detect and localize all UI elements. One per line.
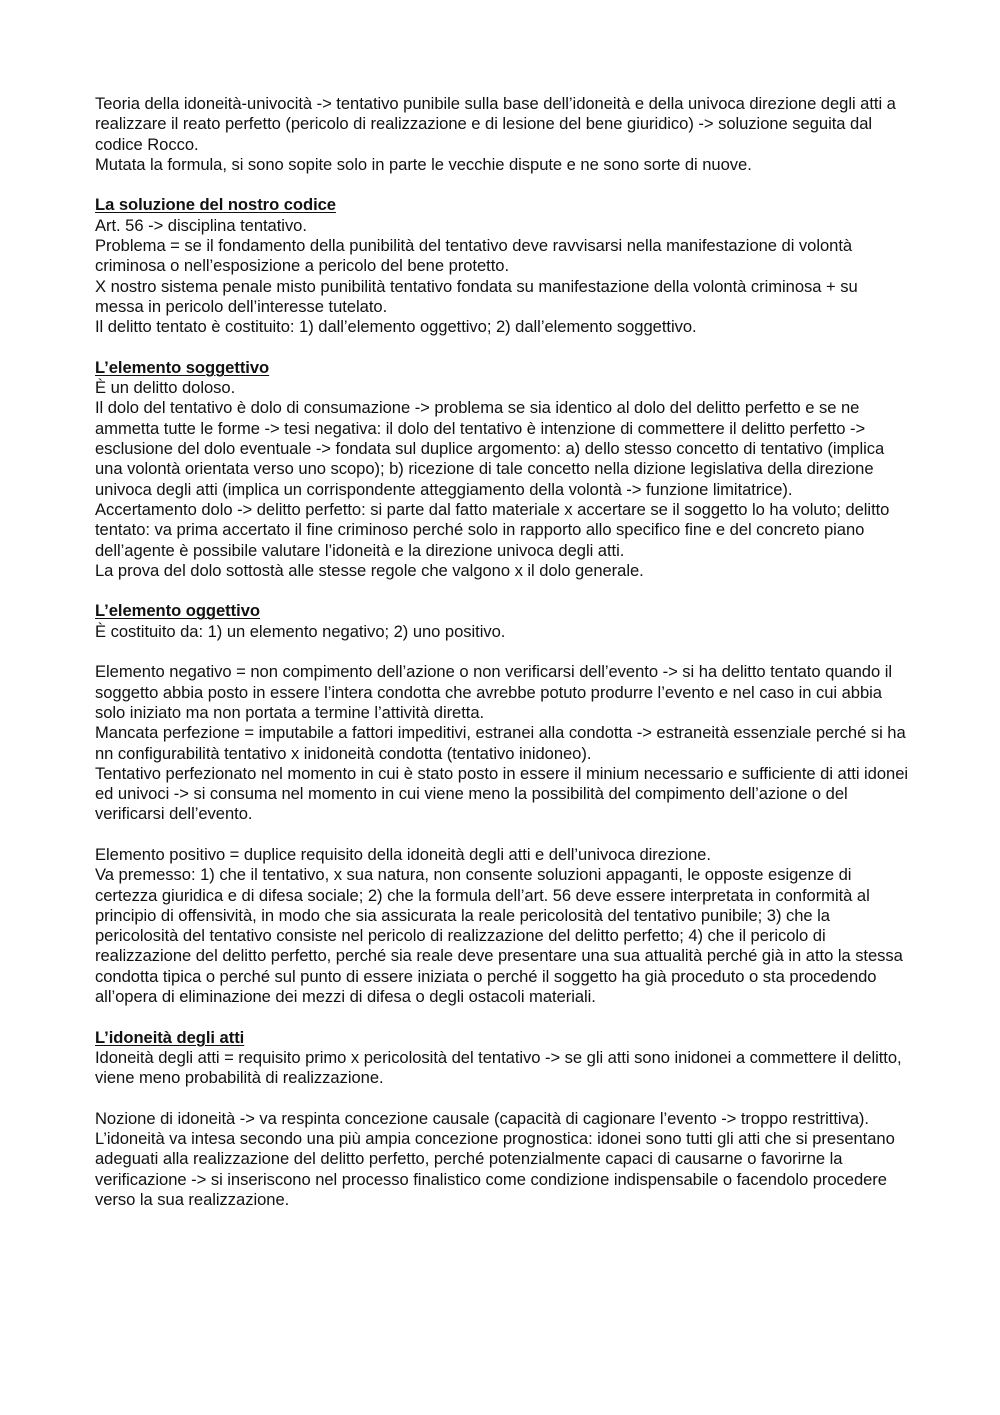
- idoneita-section: [95, 1028, 910, 1089]
- soluzione-paragraph: X nostro sistema penale misto punibilità tentativo fondata su manifestazione della volontà criminosa + su messa in pericolo dell’interesse tutelato.: [95, 276, 858, 316]
- intro-section: [95, 94, 910, 175]
- section-heading: L’elemento oggettivo: [95, 601, 260, 621]
- intro-paragraph: Mutata la formula, si sono sopite solo in parte le vecchie dispute e ne sono sorte di nuove.: [95, 154, 752, 174]
- nozione-paragraph: L’idoneità va intesa secondo una più ampia concezione prognostica: idonei sono tutti gli atti che si presentano adeguati alla realizzazione del delitto perfetto, perché potenzialmente capaci di causarne o favorirne la verificazione -> si inseriscono nel processo finalistico come condizione indispensabile o facendolo procedere verso la sua realizzazione.: [95, 1129, 895, 1210]
- negativo-paragraph: Mancata perfezione = imputabile a fattori impeditivi, estranei alla condotta -> estraneità essenziale perché si ha nn configurabilità tentativo x inidoneità condotta (tentativo inidoneo).: [95, 723, 906, 763]
- soggettivo-paragraph: È un delitto doloso.: [95, 378, 236, 398]
- soluzione-paragraph: Il delitto tentato è costituito: 1) dall’elemento oggettivo; 2) dall’elemento soggettivo.: [95, 317, 697, 337]
- soggettivo-paragraph: Il dolo del tentativo è dolo di consumazione -> problema se sia identico al dolo del delitto perfetto e se ne ammetta tutte le forme -> tesi negativa: il dolo del tentativo è intenzione di commettere il delitto perfetto -> esclusione del dolo eventuale -> fondata sul duplice argomento: a) dello stesso concetto di tentativo (implica una volontà orientata verso uno scopo); b) ricezione di tale concetto nella dizione legislativa della direzione univoca degli atti (implica un corrispondente atteggiamento della volontà -> funzione limitatrice).: [95, 398, 885, 499]
- nozione-paragraph: Nozione di idoneità -> va respinta concezione causale (capacità di cagionare l’evento -> troppo restrittiva).: [95, 1108, 869, 1128]
- idoneita-paragraph: Idoneità degli atti = requisito primo x pericolosità del tentativo -> se gli atti sono inidonei a commettere il delitto, viene meno probabilità di realizzazione.: [95, 1047, 902, 1088]
- section-heading: L’elemento soggettivo: [95, 357, 270, 377]
- soggettivo-section: [95, 358, 910, 581]
- negativo-paragraph: Elemento negativo = non compimento dell’azione o non verificarsi dell’evento -> si ha delitto tentato quando il soggetto abbia posto in essere l’intera condotta che avrebbe potuto produrre l’evento e nel caso in cui abbia solo iniziato ma non portata a termine l’attività diretta.: [95, 662, 892, 722]
- soluzione-section: [95, 195, 910, 337]
- negativo-paragraph: Tentativo perfezionato nel momento in cui è stato posto in essere il minium necessario e sufficiente di atti idonei ed univoci -> si consuma nel momento in cui viene meno la possibilità del compimento dell’azione o del verificarsi dell’evento.: [95, 763, 909, 824]
- positivo-section: [95, 845, 910, 1007]
- positivo-paragraph: Elemento positivo = duplice requisito della idoneità degli atti e dell’univoca direzione.: [95, 844, 711, 864]
- soggettivo-paragraph: La prova del dolo sottostà alle stesse regole che valgono x il dolo generale.: [95, 560, 644, 580]
- section-heading: La soluzione del nostro codice: [95, 195, 336, 215]
- document-page: [95, 94, 910, 1210]
- soluzione-paragraph: Art. 56 -> disciplina tentativo.: [95, 215, 307, 235]
- soggettivo-paragraph: Accertamento dolo -> delitto perfetto: si parte dal fatto materiale x accertare se il soggetto lo ha voluto; delitto tentato: va prima accertato il fine criminoso perché solo in rapporto allo specifico fine e del concreto piano dell’agente è possibile valutare l’idoneità e la direzione univoca degli atti.: [95, 499, 890, 560]
- nozione-section: [95, 1109, 910, 1210]
- negativo-section: [95, 662, 910, 824]
- intro-paragraph: Teoria della idoneità-univocità -> tentativo punibile sulla base dell’idoneità e della univoca direzione degli atti a realizzare il reato perfetto (pericolo di realizzazione e di lesione del bene giuridico) -> soluzione seguita dal codice Rocco.: [95, 94, 896, 154]
- section-heading: L’idoneità degli atti: [95, 1027, 245, 1047]
- soluzione-paragraph: Problema = se il fondamento della punibilità del tentativo deve ravvisarsi nella manifestazione di volontà criminosa o nell’esposizione a pericolo del bene protetto.: [95, 236, 853, 276]
- positivo-paragraph: Va premesso: 1) che il tentativo, x sua natura, non consente soluzioni appaganti, le opposte esigenze di certezza giuridica e di difesa sociale; 2) che la formula dell’art. 56 deve essere interpretata in conformità al principio di offensività, in modo che sia assicurata la reale pericolosità del tentativo punibile; 3) che la pericolosità del tentativo consiste nel pericolo di realizzazione del delitto perfetto; 4) che il pericolo di realizzazione del delitto perfetto, perché sia reale deve presentare una sua attualità perché già in atto la stessa condotta tipica o perché sul punto di essere iniziata o perché il soggetto ha già proceduto o sta procedendo all’opera di eliminazione dei mezzi di difesa o degli ostacoli materiali.: [95, 865, 903, 1007]
- oggettivo-section: [95, 601, 910, 642]
- oggettivo-paragraph: È costituito da: 1) un elemento negativo; 2) uno positivo.: [95, 621, 506, 641]
